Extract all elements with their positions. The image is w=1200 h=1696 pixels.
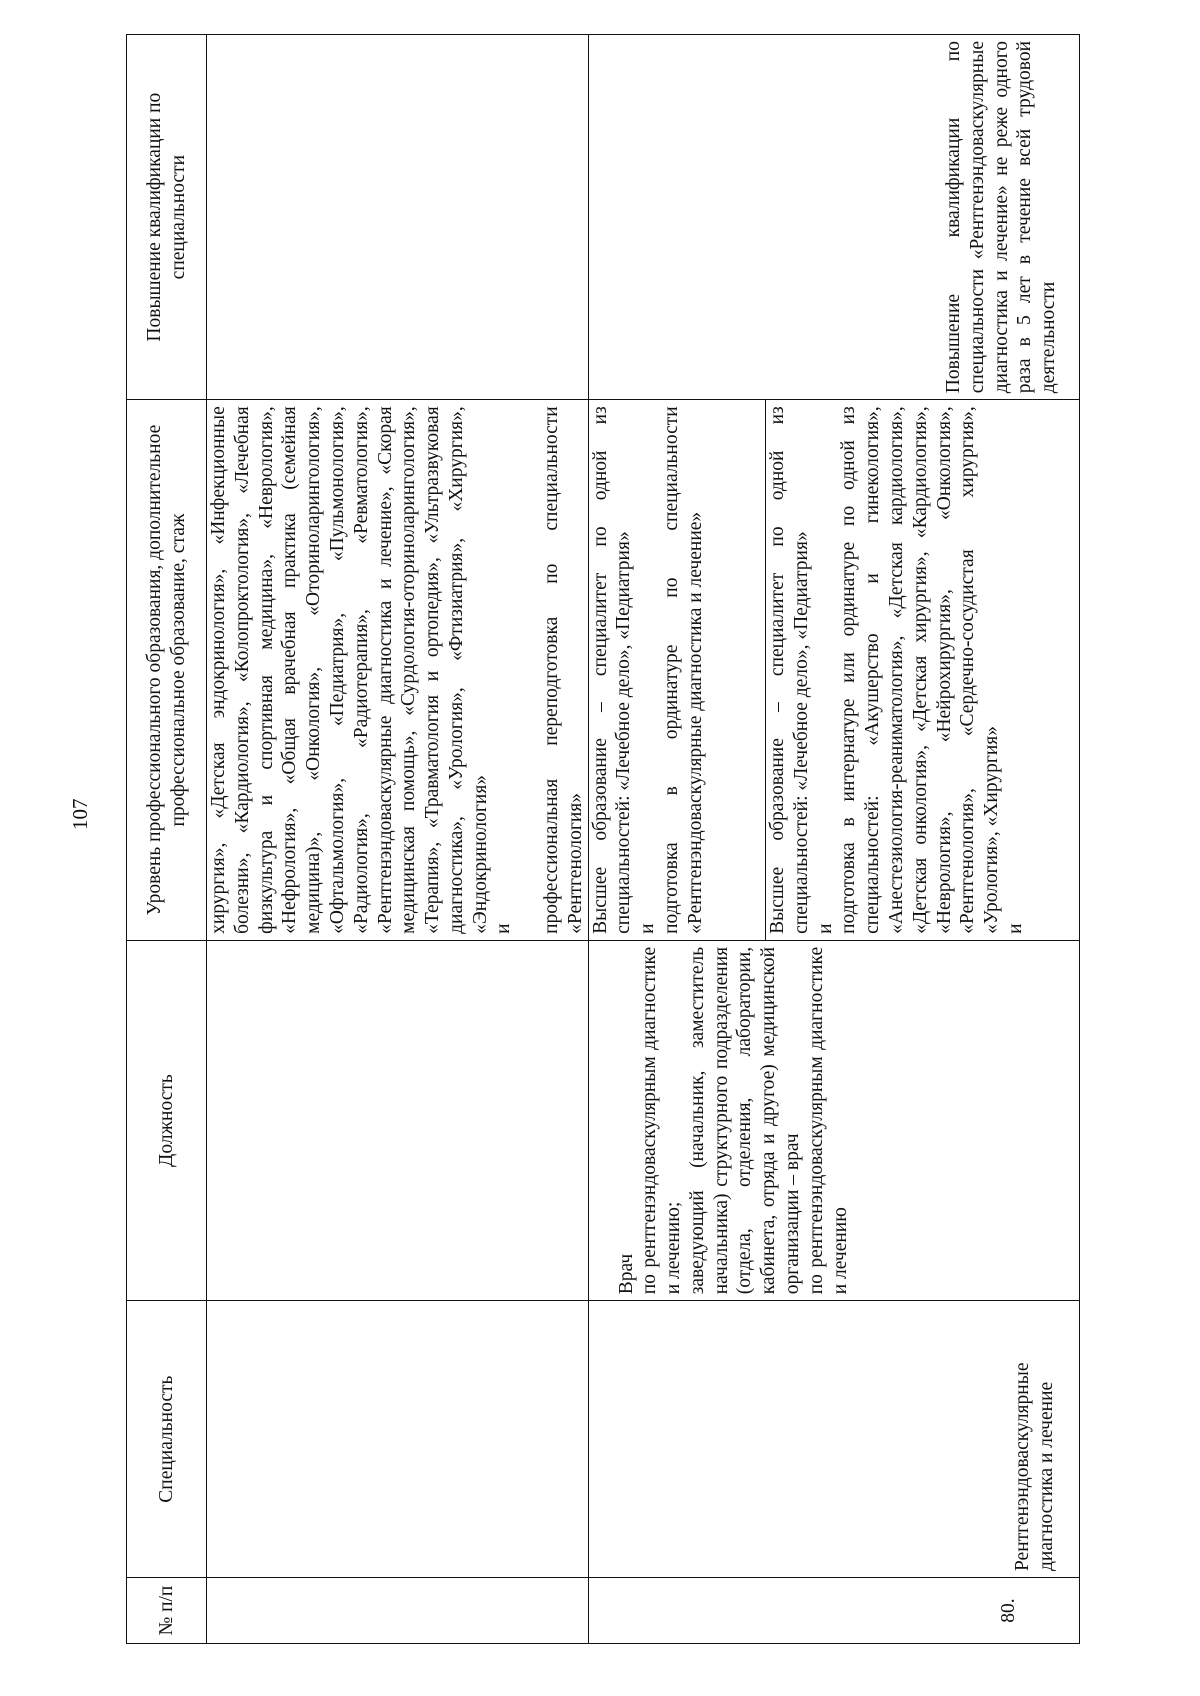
edu2-and-2: и (1004, 923, 1026, 934)
education-stack (589, 400, 1079, 940)
header-position: Должность (127, 940, 207, 1300)
edu2-and: и (814, 923, 836, 934)
edu2-training: подготовка в интернатуре или ординатуре по одной из специальностей: «Акушерство и гинекология», «Анестезиология-реаниматология», «Детская кардиология», «Детская онкология», «Детская хирургия», «Кардиология», «Неврология», «Нейрохирургия», «Онкология», «Рентгенология», «Сердечно-сосудистая хирургия», «Урология», «Хирургия» (838, 406, 1003, 934)
page-number: 107 (68, 798, 92, 830)
position-title: Врач (615, 1253, 637, 1295)
position-line-3: по рентгенэндоваскулярным диагностике и лечению (805, 946, 851, 1295)
cell-qualification-empty (207, 35, 589, 400)
qualification-cell: Повышение квалификации по специальности «Рентгенэндоваскулярные диагностика и лечение» не реже одного раза в 5 лет в течение всей трудовой деятельности (588, 35, 1079, 400)
edu1-higher: Высшее образование – специалитет по одной из специальностей: «Лечебное дело», «Педиатрия» (589, 406, 635, 934)
education-specialty-list: хирургия», «Детская эндокринология», «Инфекционные болезни», «Кардиология», «Колопроктология», «Лечебная физкультура и спортивная медицина», «Неврология», «Нефрология», «Общая врачебная практика (семейная медицина)», «Онкология», «Оториноларингология», «Офтальмология», «Педиатрия», «Пульмонология», «Радиология», «Радиотерапия», «Ревматология», «Рентгенэндоваскулярные диагностика и лечение», «Скорая медицинская помощь», «Сурдология-оториноларингология», «Терапия», «Травматология и ортопедия», «Ультразвуковая диагностика», «Урология», «Фтизиатрия», «Хирургия», «Эндокринология» (208, 406, 491, 934)
header-education: Уровень профессионального образования, дополнительное профессиональное образование, стаж (127, 400, 207, 941)
position-line-1: по рентгенэндоваскулярным диагностике и лечению; (639, 946, 685, 1295)
cell-num-empty (207, 1578, 589, 1644)
spacer (516, 406, 540, 934)
specialty-name: Рентгенэндоваскулярные диагностика и лечение (588, 1301, 1079, 1578)
row-number: 80. (588, 1578, 1079, 1644)
header-specialty: Специальность (127, 1301, 207, 1578)
edu2-higher: Высшее образование – специалитет по одной из специальностей: «Лечебное дело», «Педиатрия» (767, 406, 812, 934)
cell-position-empty (207, 940, 589, 1300)
cell-specialty-empty (207, 1301, 589, 1578)
table-row-80 (588, 35, 1079, 1644)
position-line-2: заведующий (начальник, заместитель начальника) структурного подразделения (отдела, отделения, лаборатории, кабинета, отряда и другое) медицинской организации – врач (686, 946, 804, 1295)
cell-education-continued (207, 400, 589, 941)
edu1-and: и (637, 923, 659, 934)
education-block-2 (765, 400, 1079, 940)
header-qualification: Повышение квалификации по специальности (127, 35, 207, 400)
position-cell (588, 940, 1079, 1300)
table-header-row (127, 35, 207, 1644)
education-and: и (493, 923, 515, 934)
header-num: № п/п (127, 1578, 207, 1644)
education-block-1 (589, 400, 766, 940)
edu1-training: подготовка в ординатуре по специальности «Рентгенэндоваскулярные диагностика и лечение» (660, 406, 706, 934)
education-cell (588, 400, 1079, 941)
table-row-continued (207, 35, 589, 1644)
specialty-requirements-table (126, 34, 1080, 1644)
rotated-page-body (126, 34, 1080, 1644)
education-retraining: профессиональная переподготовка по специальности «Рентгенология» (540, 406, 586, 934)
